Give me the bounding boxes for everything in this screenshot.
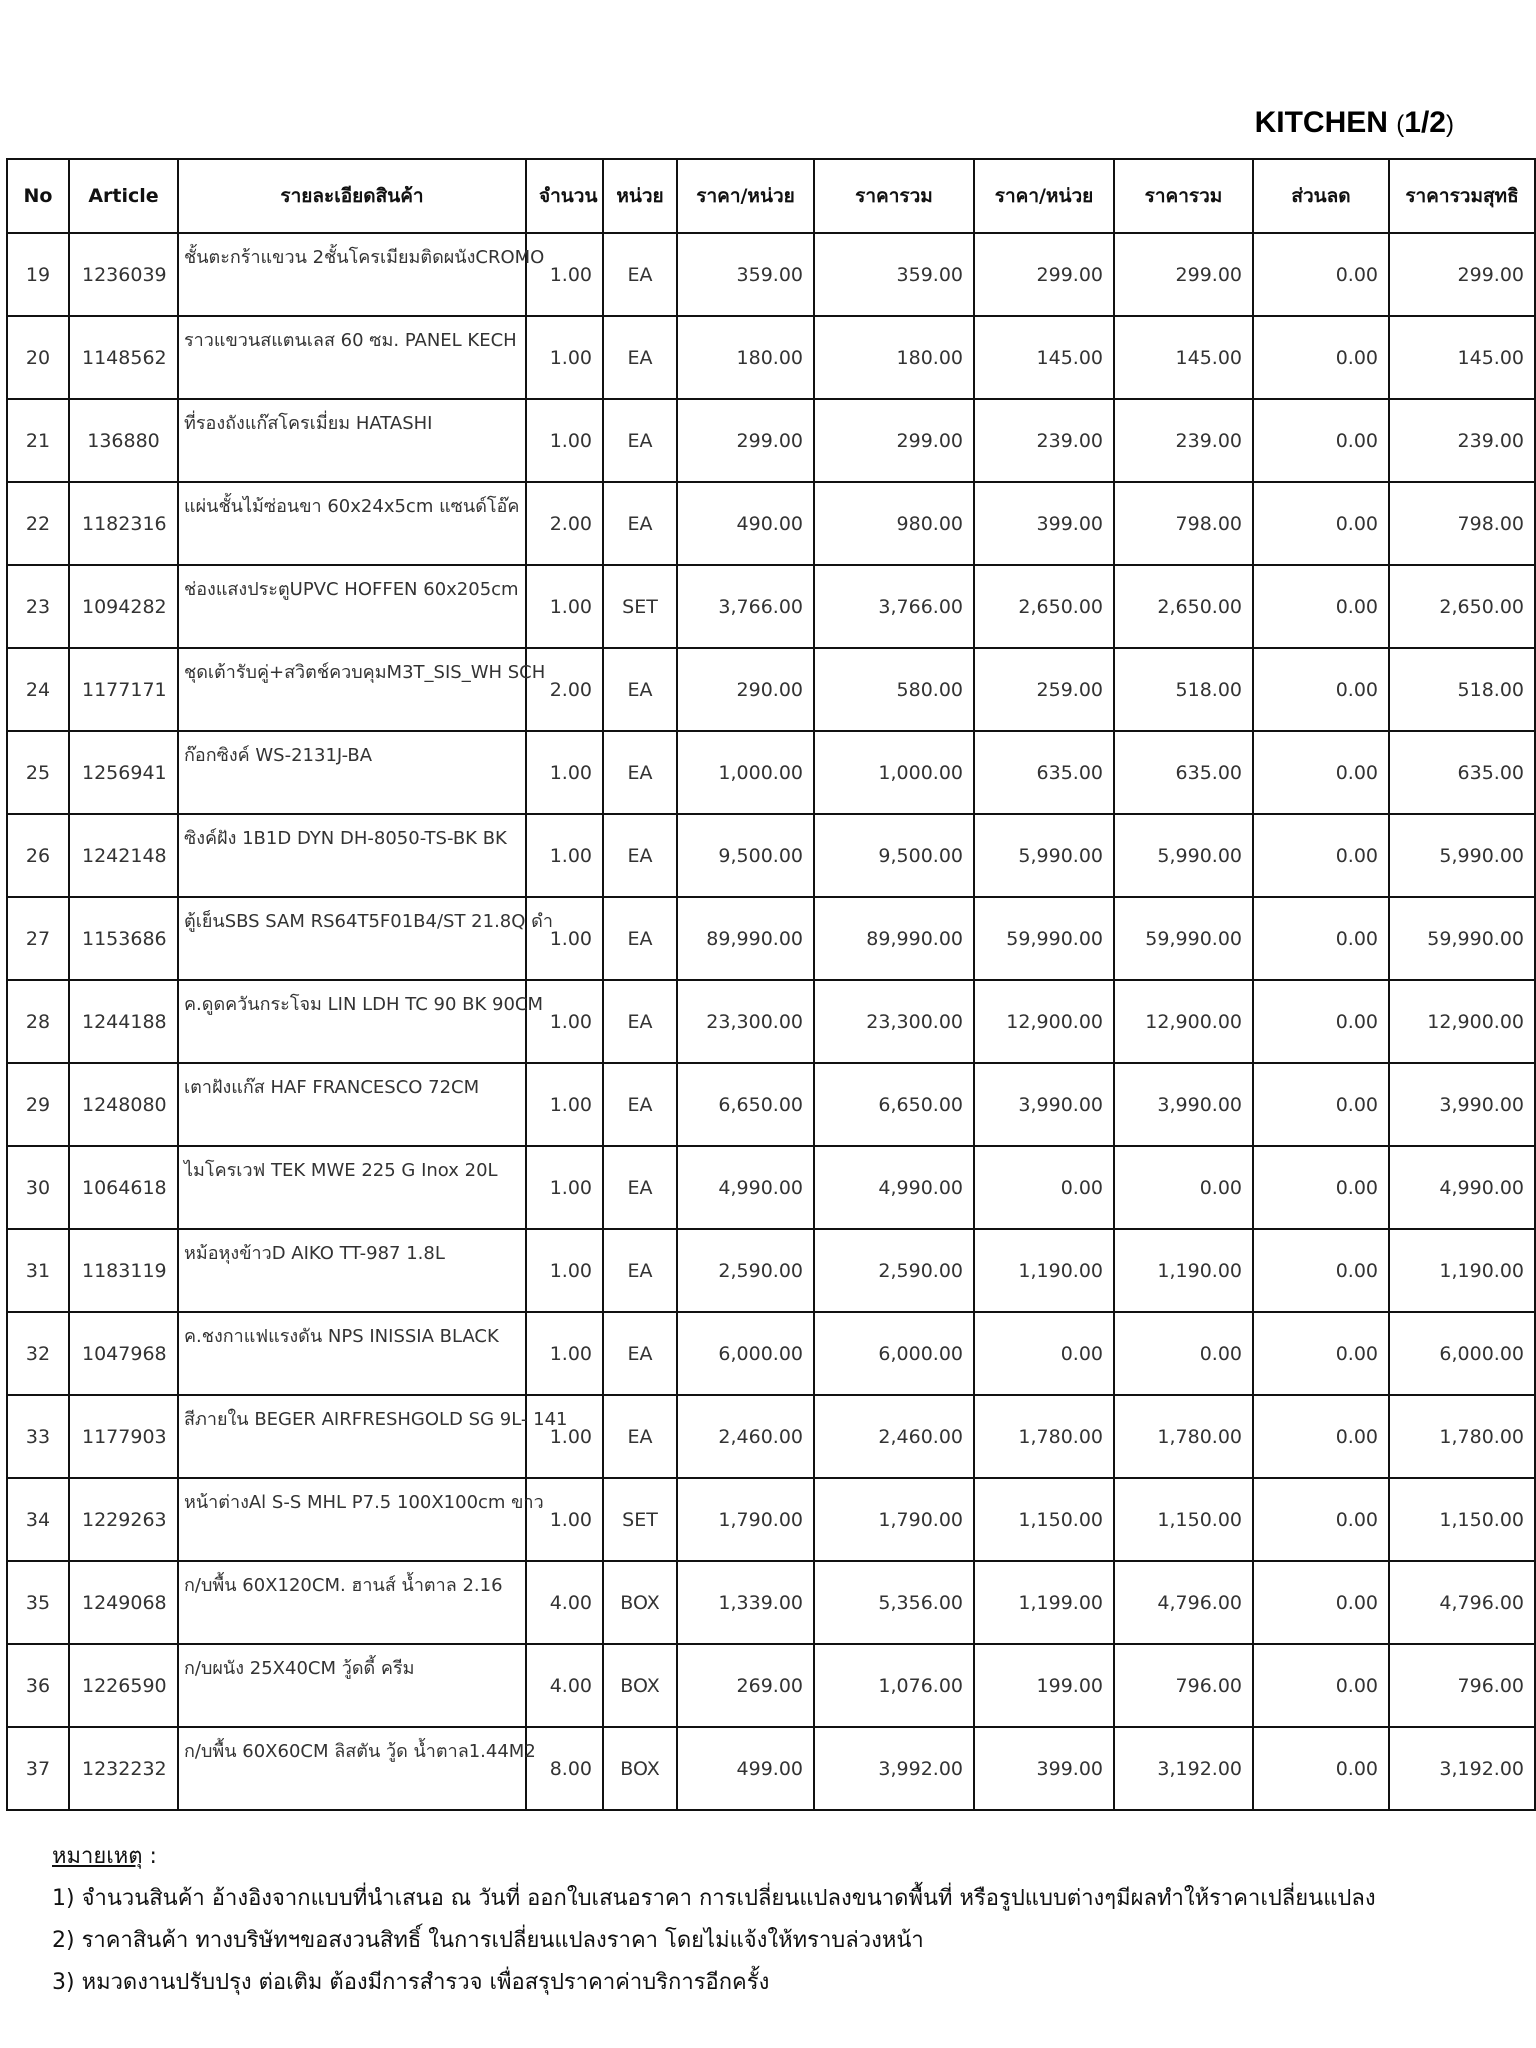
- quotation-table: [6, 158, 1536, 1811]
- notes-title-colon: :: [142, 1844, 157, 1869]
- table-row: [7, 980, 1535, 1063]
- cell-unit-price: 290.00: [677, 648, 814, 731]
- cell-unit-price: 6,650.00: [677, 1063, 814, 1146]
- cell-promo-unit-price: 1,780.00: [974, 1395, 1114, 1478]
- cell-total: 1,076.00: [814, 1644, 974, 1727]
- cell-unit-price: 1,790.00: [677, 1478, 814, 1561]
- cell-no: 23: [7, 565, 69, 648]
- cell-article: 1177171: [69, 648, 178, 731]
- cell-promo-total: 0.00: [1114, 1146, 1253, 1229]
- cell-promo-total: 4,796.00: [1114, 1561, 1253, 1644]
- cell-unit-price: 4,990.00: [677, 1146, 814, 1229]
- header-promo-unit-price: ราคา/หน่วย: [974, 159, 1114, 233]
- header-no: No: [7, 159, 69, 233]
- cell-promo-unit-price: 1,150.00: [974, 1478, 1114, 1561]
- cell-promo-total: 1,780.00: [1114, 1395, 1253, 1478]
- cell-description: หน้าต่างAl S-S MHL P7.5 100X100cm ขาว: [178, 1478, 526, 1561]
- cell-unit-price: 359.00: [677, 233, 814, 316]
- cell-unit: EA: [603, 897, 677, 980]
- cell-article: 136880: [69, 399, 178, 482]
- page-title: [1255, 106, 1454, 140]
- cell-description: ช่องแสงประตูUPVC HOFFEN 60x205cm: [178, 565, 526, 648]
- header-unit-price: ราคา/หน่วย: [677, 159, 814, 233]
- cell-description: ชุดเต้ารับคู่+สวิตช์ควบคุมM3T_SIS_WH SCH: [178, 648, 526, 731]
- cell-no: 25: [7, 731, 69, 814]
- cell-article: 1256941: [69, 731, 178, 814]
- cell-promo-unit-price: 299.00: [974, 233, 1114, 316]
- cell-unit: BOX: [603, 1727, 677, 1810]
- cell-net-total: 796.00: [1389, 1644, 1535, 1727]
- page-title-text: KITCHEN: [1254, 106, 1388, 139]
- cell-no: 26: [7, 814, 69, 897]
- cell-unit: EA: [603, 648, 677, 731]
- cell-quantity: 1.00: [526, 1395, 603, 1478]
- table-row: [7, 1478, 1535, 1561]
- cell-no: 20: [7, 316, 69, 399]
- cell-unit-price: 269.00: [677, 1644, 814, 1727]
- cell-description: ก/บพื้น 60X120CM. ฮานส์ น้ำตาล 2.16: [178, 1561, 526, 1644]
- cell-discount: 0.00: [1253, 1395, 1389, 1478]
- cell-total: 359.00: [814, 233, 974, 316]
- cell-unit: SET: [603, 1478, 677, 1561]
- cell-discount: 0.00: [1253, 1727, 1389, 1810]
- cell-promo-total: 5,990.00: [1114, 814, 1253, 897]
- table-row: [7, 482, 1535, 565]
- cell-promo-total: 145.00: [1114, 316, 1253, 399]
- header-discount: ส่วนลด: [1253, 159, 1389, 233]
- cell-unit-price: 3,766.00: [677, 565, 814, 648]
- cell-unit-price: 2,460.00: [677, 1395, 814, 1478]
- cell-article: 1047968: [69, 1312, 178, 1395]
- cell-promo-total: 635.00: [1114, 731, 1253, 814]
- cell-description: ตู้เย็นSBS SAM RS64T5F01B4/ST 21.8Q ดำ: [178, 897, 526, 980]
- cell-discount: 0.00: [1253, 980, 1389, 1063]
- cell-quantity: 1.00: [526, 1146, 603, 1229]
- cell-quantity: 4.00: [526, 1644, 603, 1727]
- cell-net-total: 3,192.00: [1389, 1727, 1535, 1810]
- cell-promo-total: 798.00: [1114, 482, 1253, 565]
- cell-quantity: 1.00: [526, 316, 603, 399]
- cell-no: 35: [7, 1561, 69, 1644]
- cell-promo-unit-price: 239.00: [974, 399, 1114, 482]
- table-row: [7, 648, 1535, 731]
- table-row: [7, 565, 1535, 648]
- cell-unit: EA: [603, 316, 677, 399]
- cell-unit-price: 1,000.00: [677, 731, 814, 814]
- cell-article: 1226590: [69, 1644, 178, 1727]
- cell-discount: 0.00: [1253, 1561, 1389, 1644]
- cell-description: สีภายใน BEGER AIRFRESHGOLD SG 9L- 141: [178, 1395, 526, 1478]
- cell-quantity: 1.00: [526, 980, 603, 1063]
- cell-total: 23,300.00: [814, 980, 974, 1063]
- cell-quantity: 1.00: [526, 814, 603, 897]
- cell-total: 2,590.00: [814, 1229, 974, 1312]
- cell-unit-price: 1,339.00: [677, 1561, 814, 1644]
- table-row: [7, 1561, 1535, 1644]
- cell-net-total: 145.00: [1389, 316, 1535, 399]
- cell-net-total: 299.00: [1389, 233, 1535, 316]
- cell-promo-total: 1,150.00: [1114, 1478, 1253, 1561]
- cell-net-total: 635.00: [1389, 731, 1535, 814]
- cell-net-total: 1,780.00: [1389, 1395, 1535, 1478]
- cell-total: 89,990.00: [814, 897, 974, 980]
- cell-quantity: 1.00: [526, 1063, 603, 1146]
- cell-unit-price: 2,590.00: [677, 1229, 814, 1312]
- cell-discount: 0.00: [1253, 316, 1389, 399]
- table-row: [7, 316, 1535, 399]
- cell-net-total: 59,990.00: [1389, 897, 1535, 980]
- cell-no: 33: [7, 1395, 69, 1478]
- cell-promo-total: 59,990.00: [1114, 897, 1253, 980]
- cell-quantity: 2.00: [526, 648, 603, 731]
- notes-section: [52, 1836, 1376, 2004]
- cell-promo-unit-price: 145.00: [974, 316, 1114, 399]
- cell-promo-unit-price: 12,900.00: [974, 980, 1114, 1063]
- cell-promo-unit-price: 1,199.00: [974, 1561, 1114, 1644]
- table-row: [7, 1063, 1535, 1146]
- cell-net-total: 4,796.00: [1389, 1561, 1535, 1644]
- cell-total: 1,000.00: [814, 731, 974, 814]
- cell-total: 180.00: [814, 316, 974, 399]
- cell-unit: EA: [603, 482, 677, 565]
- cell-discount: 0.00: [1253, 1063, 1389, 1146]
- cell-quantity: 8.00: [526, 1727, 603, 1810]
- table-row: [7, 1146, 1535, 1229]
- cell-total: 1,790.00: [814, 1478, 974, 1561]
- cell-promo-total: 1,190.00: [1114, 1229, 1253, 1312]
- cell-net-total: 1,150.00: [1389, 1478, 1535, 1561]
- cell-no: 28: [7, 980, 69, 1063]
- cell-total: 9,500.00: [814, 814, 974, 897]
- cell-unit: EA: [603, 814, 677, 897]
- cell-promo-unit-price: 635.00: [974, 731, 1114, 814]
- cell-unit: EA: [603, 1229, 677, 1312]
- cell-no: 30: [7, 1146, 69, 1229]
- table-row: [7, 1312, 1535, 1395]
- cell-net-total: 2,650.00: [1389, 565, 1535, 648]
- cell-promo-unit-price: 1,190.00: [974, 1229, 1114, 1312]
- note-line-1: 1) จำนวนสินค้า อ้างอิงจากแบบที่นำเสนอ ณ วันที่ ออกใบเสนอราคา การเปลี่ยนแปลงขนาดพื้นที่ หรือรูปแบบต่างๆมีผลทำให้ราคาเปลี่ยนแปลง: [52, 1886, 1376, 1911]
- cell-total: 6,650.00: [814, 1063, 974, 1146]
- note-line-3: 3) หมวดงานปรับปรุง ต่อเติม ต้องมีการสำรวจ เพื่อสรุปราคาค่าบริการอีกครั้ง: [52, 1970, 770, 1995]
- cell-promo-unit-price: 2,650.00: [974, 565, 1114, 648]
- cell-unit: BOX: [603, 1644, 677, 1727]
- cell-unit: EA: [603, 1312, 677, 1395]
- cell-promo-total: 518.00: [1114, 648, 1253, 731]
- cell-article: 1094282: [69, 565, 178, 648]
- cell-quantity: 1.00: [526, 1478, 603, 1561]
- cell-quantity: 1.00: [526, 1312, 603, 1395]
- cell-net-total: 1,190.00: [1389, 1229, 1535, 1312]
- cell-quantity: 1.00: [526, 897, 603, 980]
- cell-unit: EA: [603, 980, 677, 1063]
- cell-unit: EA: [603, 1395, 677, 1478]
- table-header-row: [7, 159, 1535, 233]
- header-unit: หน่วย: [603, 159, 677, 233]
- table-row: [7, 1727, 1535, 1810]
- cell-promo-unit-price: 0.00: [974, 1312, 1114, 1395]
- cell-quantity: 1.00: [526, 565, 603, 648]
- cell-net-total: 798.00: [1389, 482, 1535, 565]
- cell-article: 1236039: [69, 233, 178, 316]
- cell-no: 29: [7, 1063, 69, 1146]
- cell-discount: 0.00: [1253, 1644, 1389, 1727]
- cell-promo-unit-price: 199.00: [974, 1644, 1114, 1727]
- cell-discount: 0.00: [1253, 648, 1389, 731]
- cell-promo-unit-price: 399.00: [974, 482, 1114, 565]
- notes-heading: [52, 1836, 1376, 1878]
- cell-no: 32: [7, 1312, 69, 1395]
- cell-total: 4,990.00: [814, 1146, 974, 1229]
- cell-description: ชั้นตะกร้าแขวน 2ชั้นโครเมียมติดผนังCROMO: [178, 233, 526, 316]
- cell-promo-total: 299.00: [1114, 233, 1253, 316]
- cell-promo-unit-price: 399.00: [974, 1727, 1114, 1810]
- cell-description: ซิงค์ฝัง 1B1D DYN DH-8050-TS-BK BK: [178, 814, 526, 897]
- cell-discount: 0.00: [1253, 1229, 1389, 1312]
- cell-no: 27: [7, 897, 69, 980]
- cell-description: ค.ชงกาแฟแรงดัน NPS INISSIA BLACK: [178, 1312, 526, 1395]
- cell-discount: 0.00: [1253, 565, 1389, 648]
- cell-total: 6,000.00: [814, 1312, 974, 1395]
- cell-total: 5,356.00: [814, 1561, 974, 1644]
- cell-no: 37: [7, 1727, 69, 1810]
- cell-quantity: 2.00: [526, 482, 603, 565]
- cell-description: หม้อหุงข้าวD AIKO TT-987 1.8L: [178, 1229, 526, 1312]
- header-quantity: จำนวน: [526, 159, 603, 233]
- cell-article: 1064618: [69, 1146, 178, 1229]
- cell-no: 21: [7, 399, 69, 482]
- cell-total: 3,992.00: [814, 1727, 974, 1810]
- cell-unit-price: 490.00: [677, 482, 814, 565]
- cell-discount: 0.00: [1253, 233, 1389, 316]
- cell-discount: 0.00: [1253, 814, 1389, 897]
- header-total: ราคารวม: [814, 159, 974, 233]
- cell-no: 36: [7, 1644, 69, 1727]
- cell-quantity: 1.00: [526, 1229, 603, 1312]
- cell-unit-price: 499.00: [677, 1727, 814, 1810]
- cell-discount: 0.00: [1253, 897, 1389, 980]
- cell-description: แผ่นชั้นไม้ซ่อนขา 60x24x5cm แซนด์โอ๊ค: [178, 482, 526, 565]
- cell-promo-total: 3,192.00: [1114, 1727, 1253, 1810]
- cell-quantity: 4.00: [526, 1561, 603, 1644]
- cell-unit-price: 89,990.00: [677, 897, 814, 980]
- table-row: [7, 1395, 1535, 1478]
- cell-description: ก๊อกซิงค์ WS-2131J-BA: [178, 731, 526, 814]
- cell-description: ที่รองถังแก๊สโครเมี่ยม HATASHI: [178, 399, 526, 482]
- cell-promo-total: 239.00: [1114, 399, 1253, 482]
- header-net-total: ราคารวมสุทธิ: [1389, 159, 1535, 233]
- cell-total: 299.00: [814, 399, 974, 482]
- cell-description: ก/บพื้น 60X60CM ลิสตัน วู้ด น้ำตาล1.44M2: [178, 1727, 526, 1810]
- cell-article: 1148562: [69, 316, 178, 399]
- cell-promo-unit-price: 5,990.00: [974, 814, 1114, 897]
- header-description: รายละเอียดสินค้า: [178, 159, 526, 233]
- cell-no: 31: [7, 1229, 69, 1312]
- cell-no: 22: [7, 482, 69, 565]
- note-line-2: 2) ราคาสินค้า ทางบริษัทฯขอสงวนสิทธิ์ ในการเปลี่ยนแปลงราคา โดยไม่แจ้งให้ทราบล่วงหน้า: [52, 1928, 924, 1953]
- cell-total: 980.00: [814, 482, 974, 565]
- cell-total: 3,766.00: [814, 565, 974, 648]
- cell-description: เตาฝังแก๊ส HAF FRANCESCO 72CM: [178, 1063, 526, 1146]
- table-row: [7, 1229, 1535, 1312]
- cell-description: ค.ดูดควันกระโจม LIN LDH TC 90 BK 90CM: [178, 980, 526, 1063]
- cell-no: 34: [7, 1478, 69, 1561]
- notes-title: หมายเหตุ: [52, 1844, 143, 1869]
- cell-unit: EA: [603, 731, 677, 814]
- table-row: [7, 233, 1535, 316]
- cell-unit-price: 23,300.00: [677, 980, 814, 1063]
- cell-unit: EA: [603, 1146, 677, 1229]
- table-row: [7, 731, 1535, 814]
- cell-unit-price: 180.00: [677, 316, 814, 399]
- cell-discount: 0.00: [1253, 1478, 1389, 1561]
- cell-net-total: 518.00: [1389, 648, 1535, 731]
- cell-net-total: 3,990.00: [1389, 1063, 1535, 1146]
- cell-promo-unit-price: 259.00: [974, 648, 1114, 731]
- cell-article: 1232232: [69, 1727, 178, 1810]
- cell-article: 1182316: [69, 482, 178, 565]
- cell-promo-total: 0.00: [1114, 1312, 1253, 1395]
- cell-total: 2,460.00: [814, 1395, 974, 1478]
- cell-article: 1242148: [69, 814, 178, 897]
- page-title-open-paren: (: [1396, 111, 1405, 138]
- cell-article: 1248080: [69, 1063, 178, 1146]
- cell-description: ไมโครเวฟ TEK MWE 225 G Inox 20L: [178, 1146, 526, 1229]
- cell-article: 1183119: [69, 1229, 178, 1312]
- header-promo-total: ราคารวม: [1114, 159, 1253, 233]
- cell-promo-unit-price: 59,990.00: [974, 897, 1114, 980]
- cell-unit: EA: [603, 233, 677, 316]
- cell-net-total: 239.00: [1389, 399, 1535, 482]
- cell-unit-price: 9,500.00: [677, 814, 814, 897]
- cell-article: 1249068: [69, 1561, 178, 1644]
- table-row: [7, 814, 1535, 897]
- table-row: [7, 897, 1535, 980]
- cell-promo-total: 12,900.00: [1114, 980, 1253, 1063]
- cell-discount: 0.00: [1253, 399, 1389, 482]
- cell-no: 24: [7, 648, 69, 731]
- cell-discount: 0.00: [1253, 482, 1389, 565]
- page-title-fraction: 1/2: [1404, 106, 1446, 139]
- cell-quantity: 1.00: [526, 731, 603, 814]
- cell-discount: 0.00: [1253, 731, 1389, 814]
- cell-promo-unit-price: 0.00: [974, 1146, 1114, 1229]
- cell-total: 580.00: [814, 648, 974, 731]
- cell-quantity: 1.00: [526, 399, 603, 482]
- cell-article: 1153686: [69, 897, 178, 980]
- cell-description: ก/บผนัง 25X40CM วู้ดดี้ ครีม: [178, 1644, 526, 1727]
- cell-no: 19: [7, 233, 69, 316]
- cell-article: 1177903: [69, 1395, 178, 1478]
- table-body: [7, 233, 1535, 1810]
- cell-promo-total: 2,650.00: [1114, 565, 1253, 648]
- cell-article: 1244188: [69, 980, 178, 1063]
- cell-unit: BOX: [603, 1561, 677, 1644]
- cell-unit-price: 299.00: [677, 399, 814, 482]
- table-row: [7, 399, 1535, 482]
- cell-promo-unit-price: 3,990.00: [974, 1063, 1114, 1146]
- cell-promo-total: 796.00: [1114, 1644, 1253, 1727]
- header-article: Article: [69, 159, 178, 233]
- cell-discount: 0.00: [1253, 1312, 1389, 1395]
- cell-quantity: 1.00: [526, 233, 603, 316]
- cell-unit: EA: [603, 399, 677, 482]
- cell-unit: SET: [603, 565, 677, 648]
- page-title-close-paren: ): [1446, 111, 1454, 138]
- cell-unit-price: 6,000.00: [677, 1312, 814, 1395]
- table-row: [7, 1644, 1535, 1727]
- cell-description: ราวแขวนสแตนเลส 60 ซม. PANEL KECH: [178, 316, 526, 399]
- cell-promo-total: 3,990.00: [1114, 1063, 1253, 1146]
- cell-net-total: 12,900.00: [1389, 980, 1535, 1063]
- cell-net-total: 5,990.00: [1389, 814, 1535, 897]
- cell-unit: EA: [603, 1063, 677, 1146]
- cell-article: 1229263: [69, 1478, 178, 1561]
- cell-net-total: 4,990.00: [1389, 1146, 1535, 1229]
- cell-discount: 0.00: [1253, 1146, 1389, 1229]
- cell-net-total: 6,000.00: [1389, 1312, 1535, 1395]
